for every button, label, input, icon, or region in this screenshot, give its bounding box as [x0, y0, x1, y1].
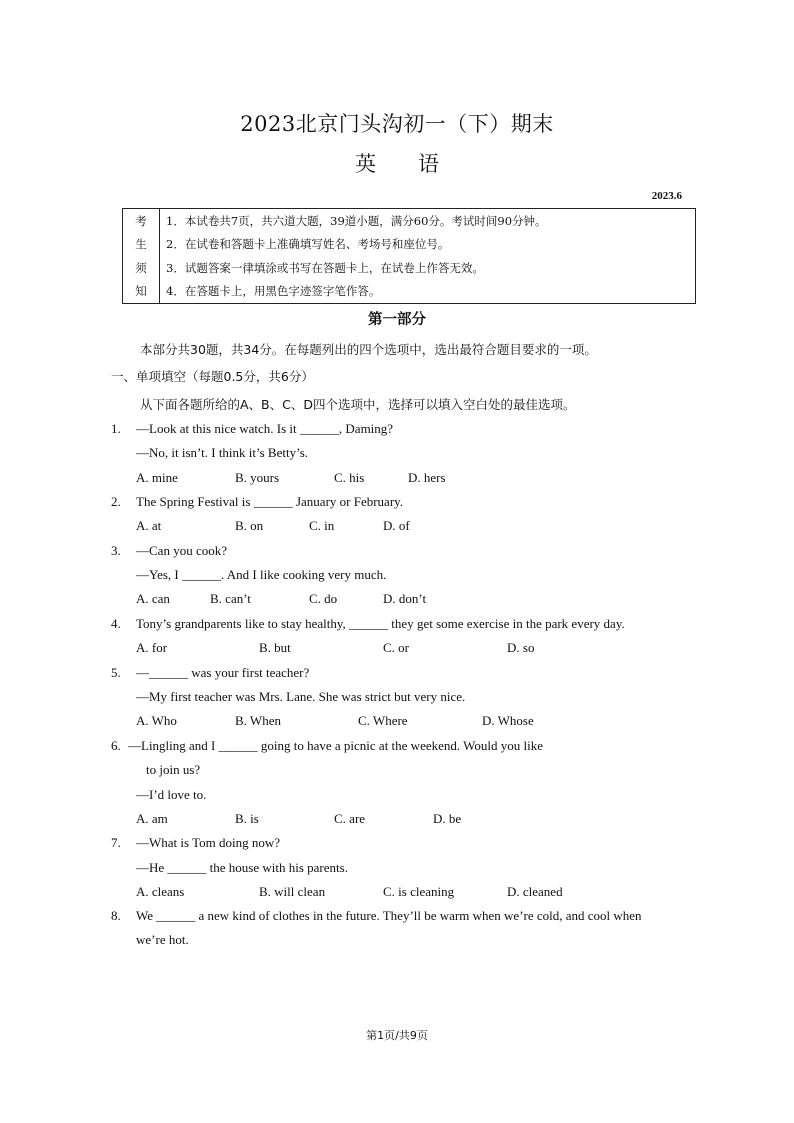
question-text: —He ______ the house with his parents.: [136, 860, 348, 875]
option-b: B. can’t: [210, 591, 251, 606]
exam-notice-table: [122, 208, 696, 304]
page-footer: 第1页/共9页: [366, 1029, 428, 1042]
option-b: B. is: [235, 811, 259, 826]
question-text: —Look at this nice watch. Is it ______, Daming?: [136, 421, 394, 436]
notice-item: 4．在答题卡上，用黑色字迹签字笔作答。: [166, 284, 381, 299]
question-number: 4.: [111, 616, 121, 631]
option-a: A. mine: [136, 470, 178, 485]
question-text: —Lingling and I ______ going to have a picnic at the weekend. Would you like: [128, 738, 543, 753]
option-c: C. are: [334, 811, 366, 826]
question-number: 3.: [111, 543, 121, 558]
notice-label: 考: [123, 209, 160, 233]
question-number: 8.: [111, 908, 121, 923]
option-d: D. be: [433, 811, 462, 826]
question-number: 2.: [111, 494, 121, 509]
notice-item: 3．试题答案一律填涂或书写在答题卡上，在试卷上作答无效。: [166, 260, 484, 275]
question-text: We ______ a new kind of clothes in the future. They’ll be warm when we’re cold, and cool when: [136, 908, 642, 923]
option-b: B. but: [259, 640, 291, 655]
option-a: A. can: [136, 591, 170, 606]
option-a: A. at: [136, 518, 162, 533]
option-a: A. am: [136, 811, 168, 826]
option-c: C. his: [334, 470, 365, 485]
option-d: D. so: [507, 640, 535, 655]
option-b: B. will clean: [259, 884, 326, 899]
notice-row: [123, 280, 696, 304]
option-c: C. is cleaning: [383, 884, 455, 899]
section-instruction: 从下面各题所给的A、B、C、D四个选项中，选择可以填入空白处的最佳选项。: [140, 397, 576, 412]
question-text: we’re hot.: [136, 932, 189, 947]
question-text: —______ was your first teacher?: [136, 665, 310, 680]
notice-label: 生: [123, 233, 160, 257]
question-number: 5.: [111, 665, 121, 680]
exam-date: 2023.6: [651, 190, 682, 202]
option-d: D. hers: [408, 470, 446, 485]
option-c: C. Where: [358, 713, 408, 728]
part-intro: 本部分共30题，共34分。在每题列出的四个选项中，选出最符合题目要求的一项。: [140, 342, 597, 357]
option-b: B. yours: [235, 470, 280, 485]
notice-row: [123, 233, 696, 257]
notice-row: [123, 256, 696, 280]
question-number: 1.: [111, 421, 121, 436]
question-number: 7.: [111, 835, 121, 850]
option-d: D. cleaned: [507, 884, 563, 899]
option-c: C. do: [309, 591, 338, 606]
section-heading: 一、单项填空（每题0.5分，共6分）: [111, 369, 314, 384]
notice-item: 2．在试卷和答题卡上准确填写姓名、考场号和座位号。: [166, 237, 450, 252]
option-d: D. of: [383, 518, 410, 533]
option-b: B. When: [235, 713, 281, 728]
question-text: to join us?: [146, 762, 201, 777]
question-number: 6.: [111, 738, 121, 753]
page-title: 2023北京门头沟初一（下）期末: [240, 112, 554, 136]
option-c: C. in: [309, 518, 335, 533]
question-text: Tony’s grandparents like to stay healthy, ______ they get some exercise in the park every day.: [136, 616, 625, 631]
option-d: D. Whose: [482, 713, 534, 728]
subject-title: 英 语: [355, 152, 439, 176]
option-d: D. don’t: [383, 591, 427, 606]
option-b: B. on: [235, 518, 264, 533]
option-a: A. for: [136, 640, 168, 655]
question-text: —Yes, I ______. And I like cooking very much.: [136, 567, 387, 582]
question-text: —My first teacher was Mrs. Lane. She was strict but very nice.: [136, 689, 466, 704]
question-text: The Spring Festival is ______ January or February.: [136, 494, 404, 509]
question-text: —Can you cook?: [136, 543, 227, 558]
question-text: —No, it isn’t. I think it’s Betty’s.: [136, 445, 309, 460]
notice-label: 知: [123, 280, 160, 304]
question-text: —What is Tom doing now?: [136, 835, 281, 850]
notice-label: 须: [123, 256, 160, 280]
option-a: A. cleans: [136, 884, 185, 899]
notice-item: 1．本试卷共7页，共六道大题，39道小题，满分60分。考试时间90分钟。: [166, 213, 547, 228]
option-a: A. Who: [136, 713, 177, 728]
part-title: 第一部分: [368, 312, 426, 328]
notice-row: [123, 209, 696, 233]
option-c: C. or: [383, 640, 409, 655]
question-text: —I’d love to.: [136, 787, 207, 802]
